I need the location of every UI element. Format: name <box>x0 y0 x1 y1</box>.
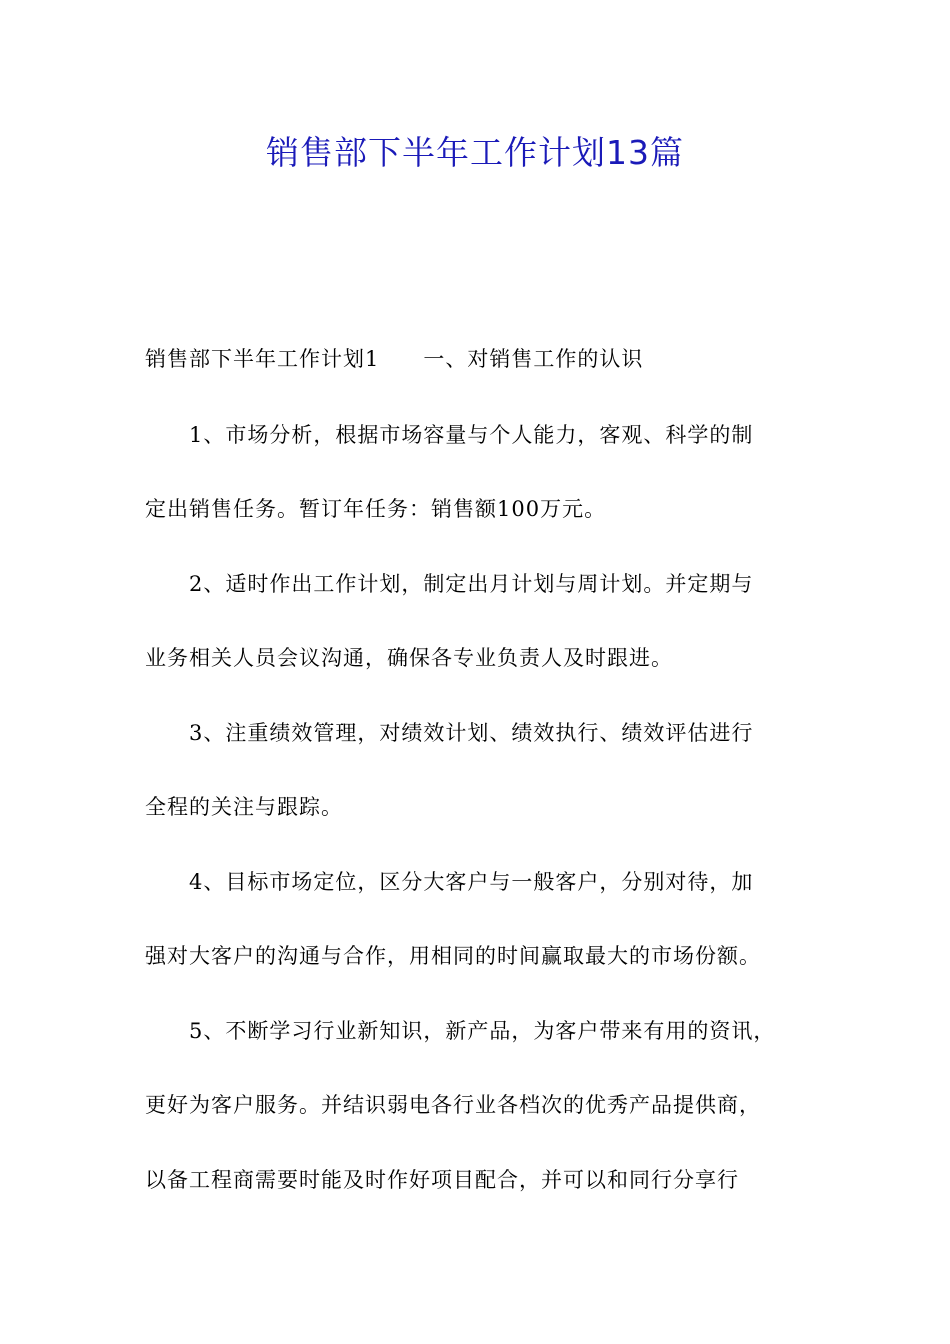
paragraph-line: 更好为客户服务。并结识弱电各行业各档次的优秀产品提供商， <box>145 1093 761 1117</box>
paragraph-line: 强对大客户的沟通与合作，用相同的时间赢取最大的市场份额。 <box>145 944 761 968</box>
document-title: 销售部下半年工作计划13篇 <box>266 133 684 172</box>
paragraph-line: 定出销售任务。暂订年任务：销售额100万元。 <box>145 497 607 521</box>
paragraph-line: 5、不断学习行业新知识，新产品，为客户带来有用的资讯， <box>189 1019 776 1043</box>
paragraph-line: 以备工程商需要时能及时作好项目配合，并可以和同行分享行 <box>145 1168 739 1192</box>
paragraph-line: 业务相关人员会议沟通，确保各专业负责人及时跟进。 <box>145 646 673 670</box>
paragraph-line: 4、目标市场定位，区分大客户与一般客户，分别对待，加 <box>189 870 754 894</box>
paragraph-line: 2、适时作出工作计划，制定出月计划与周计划。并定期与 <box>189 572 754 596</box>
paragraph-line: 1、市场分析，根据市场容量与个人能力，客观、科学的制 <box>189 423 754 447</box>
paragraph-line: 销售部下半年工作计划1 一、对销售工作的认识 <box>145 347 644 371</box>
paragraph-line: 3、注重绩效管理，对绩效计划、绩效执行、绩效评估进行 <box>189 721 754 745</box>
paragraph-line: 全程的关注与跟踪。 <box>145 795 343 819</box>
